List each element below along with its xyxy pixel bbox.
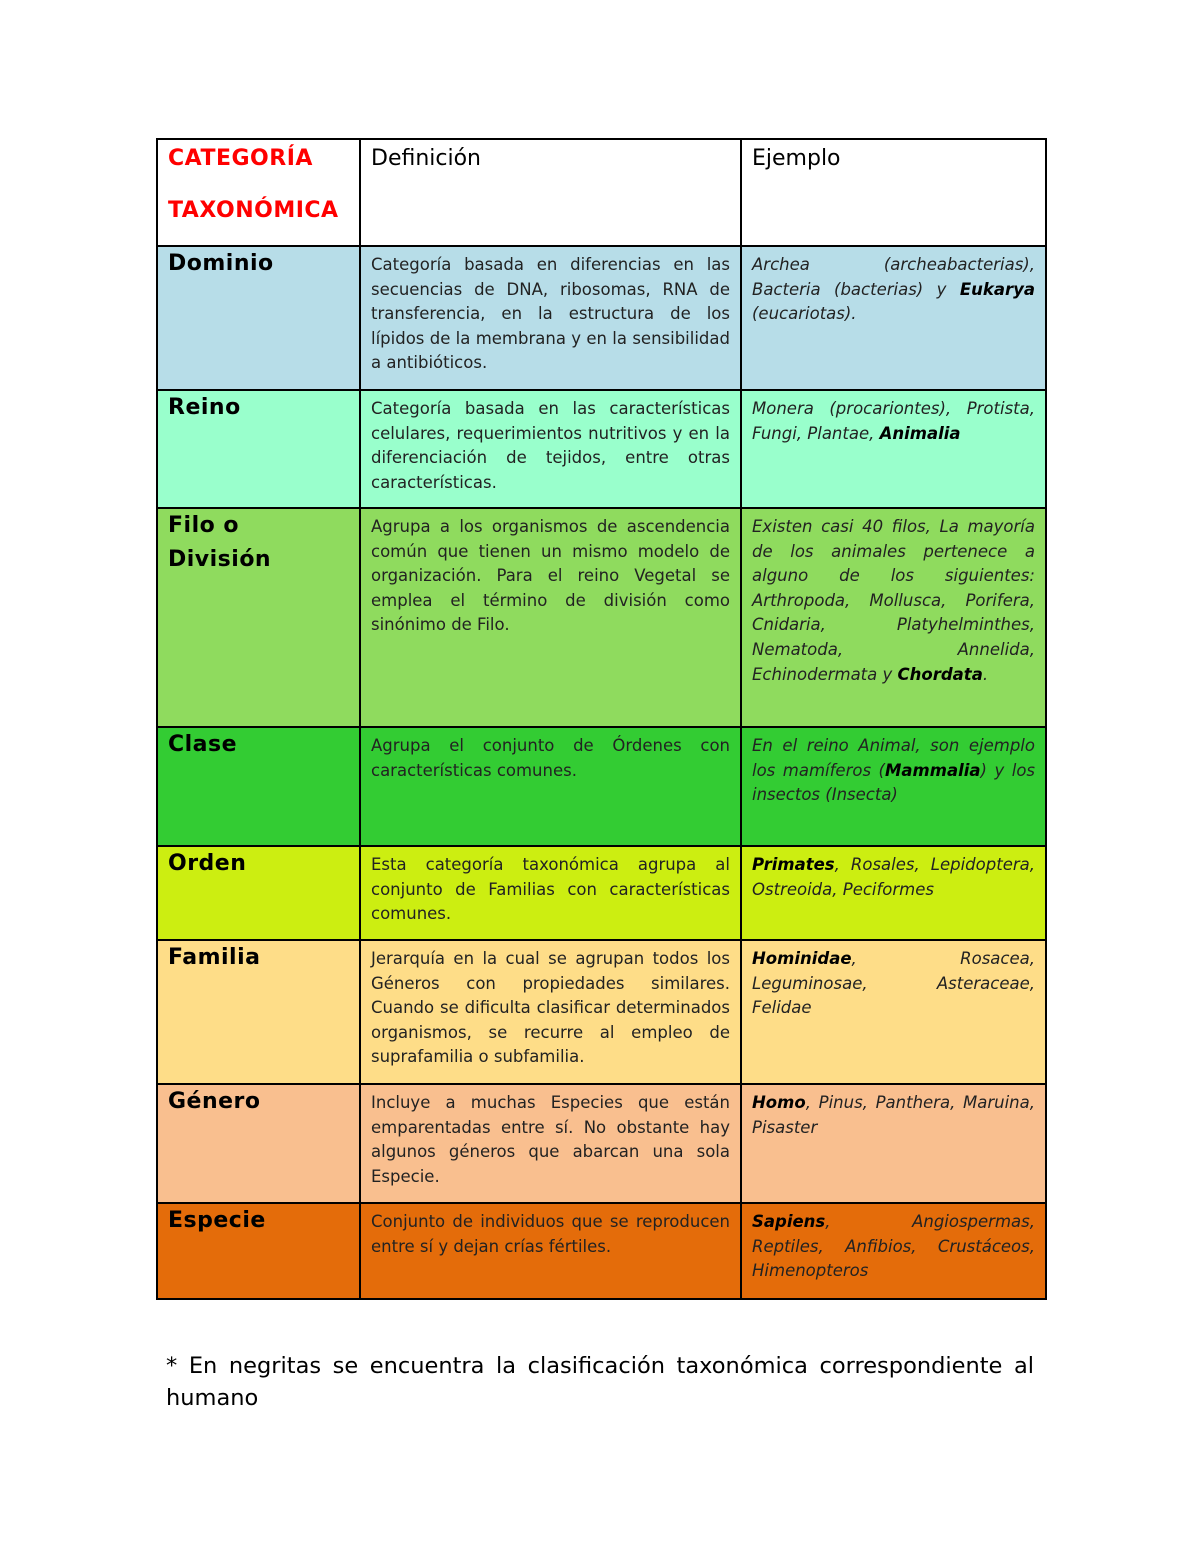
table-row bbox=[157, 1203, 1046, 1299]
table-row bbox=[157, 390, 1046, 508]
category-definition: Incluye a muchas Especies que están emparentadas entre sí. No obstante hay algunos géneros que abarcan una sola Especie. bbox=[360, 1084, 741, 1203]
category-name: Género bbox=[157, 1084, 360, 1203]
category-name: Clase bbox=[157, 727, 360, 846]
example-term: Archea (archeabacterias), Bacteria (bacterias) y bbox=[752, 255, 1035, 299]
table-row bbox=[157, 940, 1046, 1084]
example-term: , Angiospermas, Reptiles, Anfibios, Crustáceos, Himenopteros bbox=[752, 1212, 1035, 1281]
example-term-bold: Homo bbox=[752, 1093, 806, 1112]
example-term: , Rosacea, Leguminosae, Asteraceae, Felidae bbox=[752, 949, 1035, 1018]
header-definition: Definición bbox=[360, 139, 741, 246]
table-row bbox=[157, 246, 1046, 390]
category-definition: Conjunto de individuos que se reproducen entre sí y dejan crías fértiles. bbox=[360, 1203, 741, 1299]
example-term: . bbox=[982, 664, 989, 684]
example-term-bold: Chordata bbox=[897, 664, 983, 684]
header-category-cell bbox=[157, 139, 360, 246]
category-name-line2: División bbox=[168, 547, 272, 572]
example-term-bold: Hominidae bbox=[752, 949, 852, 968]
category-example bbox=[741, 940, 1046, 1084]
example-term: Existen casi 40 filos, La mayoría de los animales pertenece a alguno de los siguientes: Arthropoda, Mollusca, Porifera, Cnidaria, Platyhelminthes, Nematoda, Annelida, Echinodermata y bbox=[752, 517, 1035, 684]
category-definition: Jerarquía en la cual se agrupan todos los Géneros con propiedades similares. Cuando se dificulta clasificar determinados organismos, se recurre al empleo de suprafamilia o subfamilia. bbox=[360, 940, 741, 1084]
category-name: Reino bbox=[157, 390, 360, 508]
example-term: (eucariotas). bbox=[752, 304, 857, 324]
example-term-bold: Sapiens bbox=[752, 1212, 826, 1231]
footnote: * En negritas se encuentra la clasificación taxonómica correspondiente al humano bbox=[166, 1353, 1034, 1411]
category-name bbox=[157, 508, 360, 727]
category-example bbox=[741, 1203, 1046, 1299]
table-row bbox=[157, 727, 1046, 846]
example-term: , Rosales, Lepidoptera, Ostreoida, Peciformes bbox=[752, 855, 1035, 899]
table-row bbox=[157, 846, 1046, 940]
header-category-line2: TAXONÓMICA bbox=[168, 198, 339, 223]
category-definition: Esta categoría taxonómica agrupa al conjunto de Familias con características comunes. bbox=[360, 846, 741, 940]
example-term: ) y los insectos (Insecta) bbox=[752, 760, 1036, 805]
header-category-line1: CATEGORÍA bbox=[168, 146, 313, 171]
example-term-bold: Primates bbox=[752, 855, 835, 874]
example-term-bold: Mammalia bbox=[885, 760, 981, 780]
example-term-bold: Eukarya bbox=[959, 279, 1035, 299]
category-example bbox=[741, 1084, 1046, 1203]
category-definition: Categoría basada en diferencias en las secuencias de DNA, ribosomas, RNA de transferencia, en la estructura de los lípidos de la membrana y en la sensibilidad a antibióticos. bbox=[360, 246, 741, 390]
category-name: Familia bbox=[157, 940, 360, 1084]
example-term-bold: Animalia bbox=[879, 423, 961, 443]
category-definition: Agrupa a los organismos de ascendencia común que tienen un mismo modelo de organización. Para el reino Vegetal se emplea el término de división como sinónimo de Filo. bbox=[360, 508, 741, 727]
taxonomy-table bbox=[156, 138, 1047, 1300]
table-row bbox=[157, 1084, 1046, 1203]
table-row bbox=[157, 508, 1046, 727]
category-example bbox=[741, 390, 1046, 508]
example-term: Monera (procariontes), Protista, Fungi, Plantae, bbox=[752, 399, 1035, 443]
example-term: , Pinus, Panthera, Maruina, Pisaster bbox=[752, 1093, 1035, 1137]
category-definition: Categoría basada en las características celulares, requerimientos nutritivos y en la diferenciación de tejidos, entre otras características. bbox=[360, 390, 741, 508]
category-example bbox=[741, 508, 1046, 727]
header-example: Ejemplo bbox=[741, 139, 1046, 246]
category-name: Especie bbox=[157, 1203, 360, 1299]
category-definition: Agrupa el conjunto de Órdenes con características comunes. bbox=[360, 727, 741, 846]
category-name: Orden bbox=[157, 846, 360, 940]
example-term: En el reino Animal, son ejemplo los mamíferos ( bbox=[752, 736, 1035, 780]
category-example bbox=[741, 846, 1046, 940]
table-header-row bbox=[157, 139, 1046, 246]
category-name: Dominio bbox=[157, 246, 360, 390]
category-example bbox=[741, 727, 1046, 846]
category-example bbox=[741, 246, 1046, 390]
category-name-line1: Filo o bbox=[168, 513, 239, 538]
